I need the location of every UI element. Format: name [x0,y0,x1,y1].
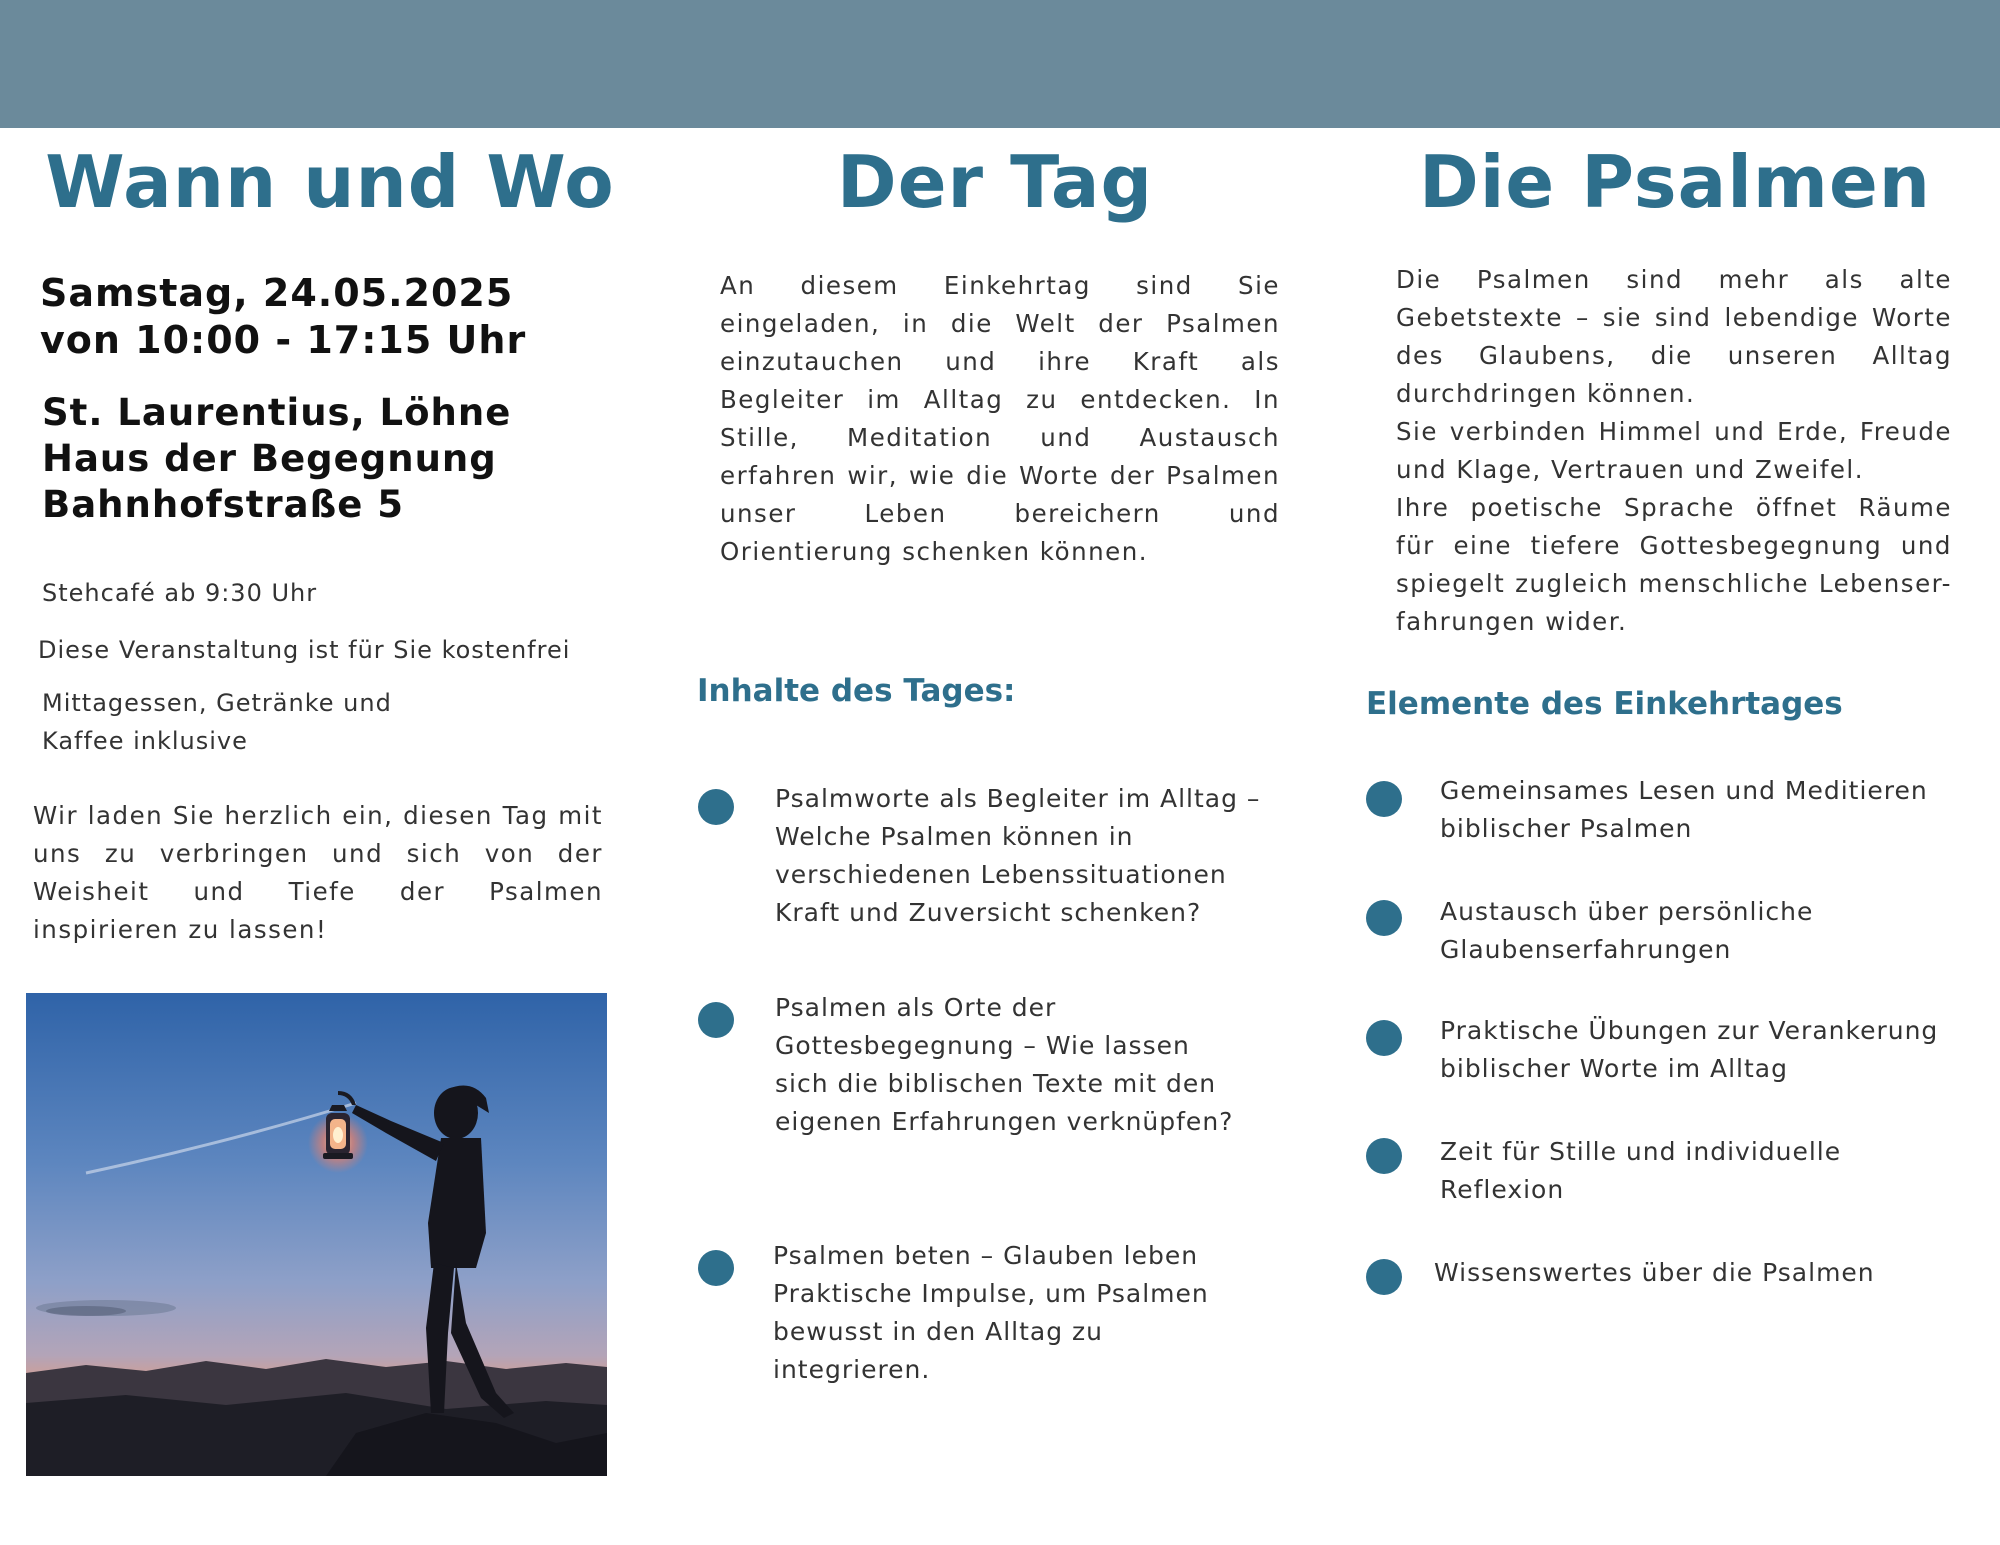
content-item: Psalmen beten – Glauben leben Praktische Impulse, um Psalmen bewusst in den Alltag zu integrieren. [773,1241,1209,1384]
food-line: Mittagessen, Getränke und [42,689,392,717]
invitation-text: Wir laden Sie herzlich ein, diesen Tag mit uns zu verbringen und sich von der Weisheit und Tiefe der Psalmen inspirieren zu lassen! [33,801,603,944]
content-item: Psalmen als Orte der Gottesbegegnung – Wie lassen sich die biblischen Texte mit den eigenen Erfahrungen verknüpfen? [775,993,1234,1136]
location-line: Bahnhofstraße 5 [42,483,404,526]
element-item: Austausch über persönliche Glaubenserfahrungen [1440,897,1814,964]
bullet-dot [1366,1138,1402,1174]
date-line: Samstag, 24.05.2025 [40,271,514,315]
free-info: Diese Veranstaltung ist für Sie kostenfrei [38,636,571,664]
location-line: St. Laurentius, Löhne [42,391,512,434]
element-item: Gemeinsames Lesen und Meditieren biblischer Psalmen [1440,776,1928,843]
content-item: Psalmworte als Begleiter im Alltag – Welche Psalmen können in verschiedenen Lebenssituationen Kraft und Zuversicht schenken? [775,784,1261,927]
lantern-silhouette-photo [26,993,607,1476]
psalms-paragraph: Die Psalmen sind mehr als alte Gebetstexte – sie sind lebendige Worte des Glaubens, die unseren Alltag durchdringen können. [1396,265,1952,408]
element-item: Wissenswertes über die Psalmen [1434,1258,1875,1287]
day-intro-text: An diesem Einkehrtag sind Sie eingeladen, in die Welt der Psalmen einzutauchen und ihre Kraft als Begleiter im Alltag zu entdecken. In Stille, Meditation und Austausch erfahren wir, wie die Worte der Psalmen unser Leben bereichern und Orientierung schenken können. [720,271,1280,566]
element-item: Praktische Übungen zur Verankerung biblischer Worte im Alltag [1440,1016,1939,1083]
elements-subtitle: Elemente des Einkehrtages [1366,686,1843,722]
bullet-dot [698,789,734,825]
event-location [42,390,511,528]
location-line: Haus der Begegnung [42,437,497,480]
psalms-intro [1396,261,1952,641]
bullet-dot [1366,1020,1402,1056]
food-info [42,684,392,760]
bullet-dot [698,1002,734,1038]
psalms-paragraph: Ihre poetische Sprache öffnet Räume für eine tiefere Gottesbegegnung und spiegelt zugleich menschliche Lebenser-fahrungen wider. [1396,493,1952,636]
bullet-dot [1366,781,1402,817]
bullet-dot [1366,1259,1402,1295]
psalms-paragraph: Sie verbinden Himmel und Erde, Freude und Klage, Vertrauen und Zweifel. [1396,417,1952,484]
food-line: Kaffee inklusive [42,727,248,755]
contents-subtitle: Inhalte des Tages: [697,673,1016,709]
title-die-psalmen: Die Psalmen [1418,140,1932,224]
bullet-dot [1366,900,1402,936]
title-der-tag: Der Tag [836,140,1154,224]
title-wann-und-wo: Wann und Wo [45,140,615,224]
cafe-info: Stehcafé ab 9:30 Uhr [42,579,318,607]
element-item: Zeit für Stille und individuelle Reflexion [1440,1137,1842,1204]
event-date [40,270,526,364]
time-line: von 10:00 - 17:15 Uhr [40,318,527,362]
top-banner [0,0,2000,128]
bullet-dot [698,1250,734,1286]
